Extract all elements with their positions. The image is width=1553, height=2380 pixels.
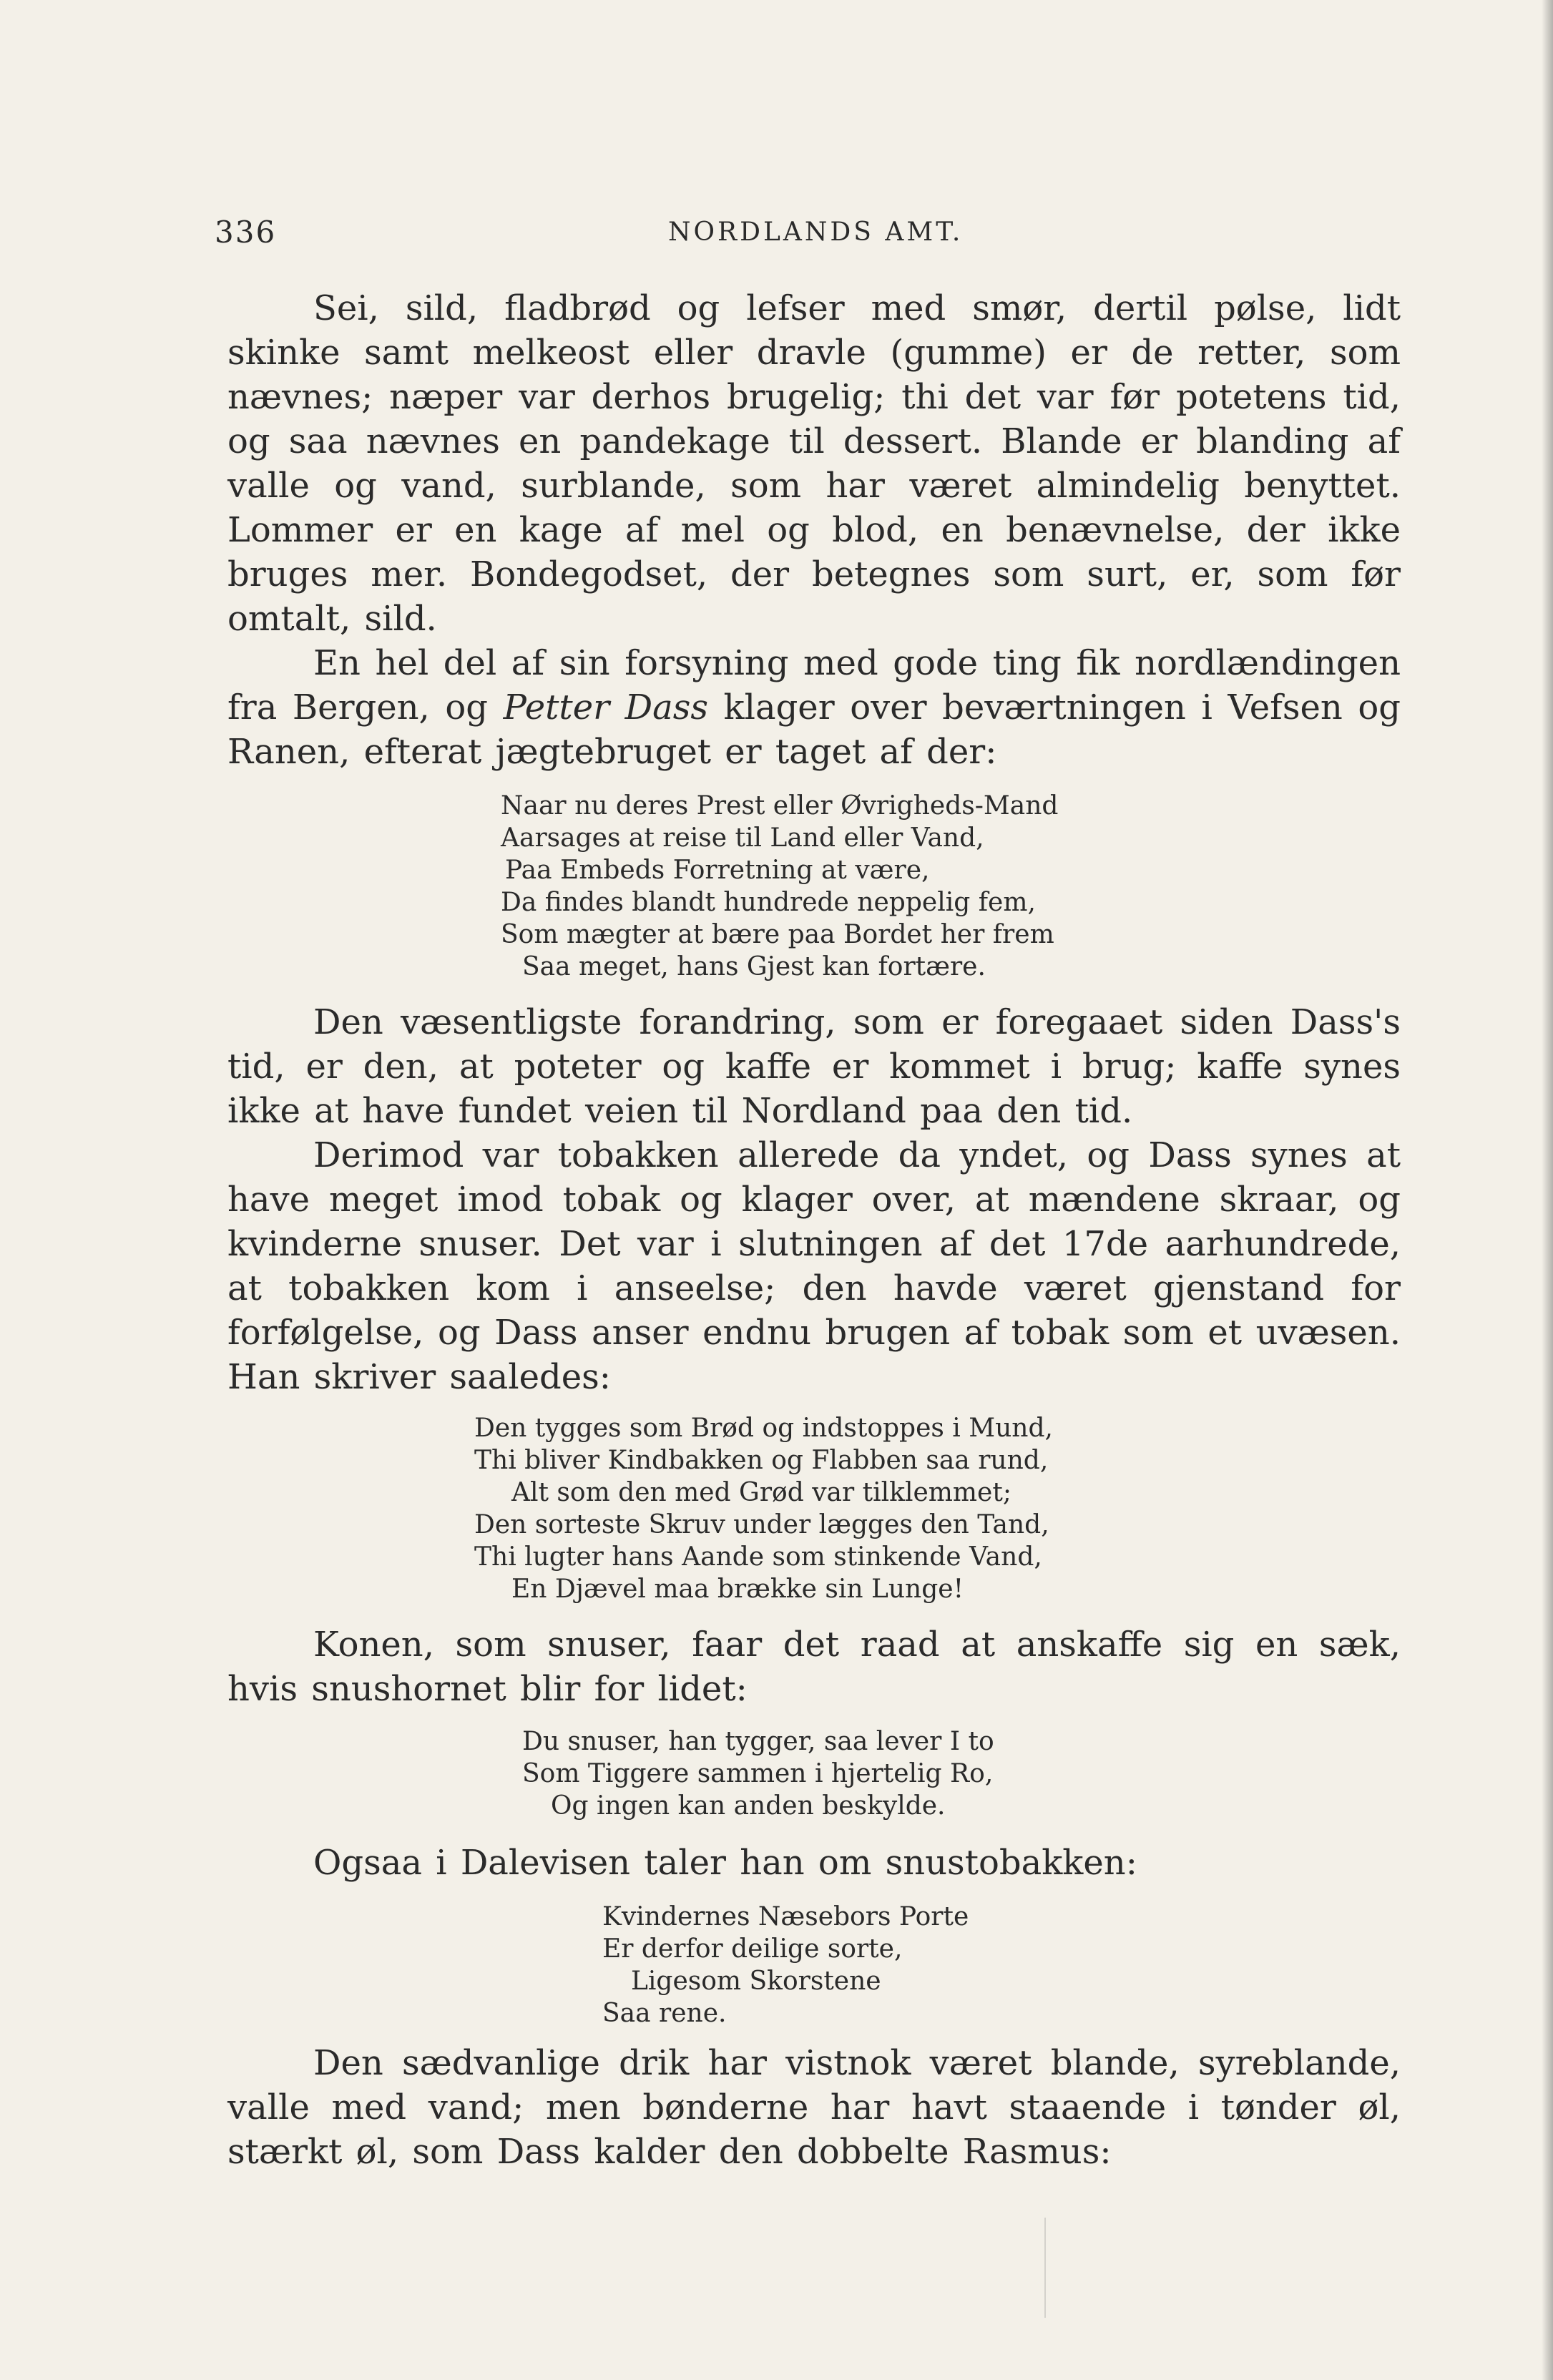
paragraph-snuff: Konen, som snuser, faar det raad at anskaffe sig en sæk, hvis snushornet blir for lidet: bbox=[227, 1625, 1401, 1709]
paragraph-dalevisen: Ogsaa i Dalevisen taler han om snustobakken: bbox=[313, 1843, 1137, 1883]
verse-line: Paa Embeds Forretning at være, bbox=[505, 856, 930, 885]
paragraph-change: Den væsentligste forandring, som er foregaaet siden Dass's tid, er den, at poteter og kaffe er kommet i brug; kaffe synes ikke at have fundet veien til Nordland paa den tid. bbox=[227, 1002, 1401, 1131]
verse-tobacco bbox=[474, 1412, 1401, 1605]
verse-line: Naar nu deres Prest eller Øvrigheds-Mand bbox=[501, 791, 1059, 821]
verse-snuff bbox=[522, 1725, 1401, 1822]
paragraph-tobacco: Derimod var tobakken allerede da yndet, og Dass synes at have meget imod tobak og klager over, at mændene skraar, og kvinderne snuser. Det var i slutningen af det 17de aarhundrede, at tobakken kom i anseelse; den havde været gjenstand for forfølgelse, og Dass anser endnu brugen af tobak som et uvæsen. Han skriver saaledes: bbox=[227, 1135, 1401, 1397]
author-name-italic: Petter Dass bbox=[503, 687, 708, 728]
verse-line: Aarsages at reise til Land eller Vand, bbox=[501, 823, 984, 853]
body-text bbox=[227, 286, 1401, 2174]
verse-line: Thi lugter hans Aande som stinkende Vand, bbox=[474, 1542, 1042, 1572]
verse-line: Den sorteste Skruv under lægges den Tand, bbox=[474, 1510, 1049, 1539]
paragraph-bergen-text-a: En hel del af sin forsyning med gode ting fik nordlændingen fra Bergen, og bbox=[227, 643, 1401, 728]
paragraph-bergen bbox=[227, 641, 1401, 774]
verse-line: Saa rene. bbox=[602, 1999, 727, 2028]
page-edge-shadow bbox=[1542, 0, 1553, 2380]
paragraph-food: Sei, sild, fladbrød og lefser med smør, dertil pølse, lidt skinke samt melkeost eller dravle (gumme) er de retter, som nævnes; næper var derhos brugelig; thi det var før potetens tid, og saa nævnes en pandekage til dessert. Blande er blanding af valle og vand, surblande, som har været almindelig benyttet. Lommer er en kage af mel og blod, en benævnelse, der ikke bruges mer. Bondegodset, der betegnes som surt, er, som før omtalt, sild. bbox=[227, 288, 1401, 639]
verse-line: Kvindernes Næsebors Porte bbox=[602, 1902, 969, 1931]
page-header bbox=[215, 215, 1402, 258]
verse-line: Er derfor deilige sorte, bbox=[602, 1934, 903, 1964]
verse-priest bbox=[501, 790, 1401, 983]
verse-line: Som Tiggere sammen i hjertelig Ro, bbox=[522, 1759, 994, 1788]
verse-line: Alt som den med Grød var tilklemmet; bbox=[511, 1478, 1011, 1507]
verse-line: Ligesom Skorstene bbox=[631, 1967, 881, 1996]
verse-line: Saa meget, hans Gjest kan fortære. bbox=[522, 952, 986, 981]
paragraph-drink: Den sædvanlige drik har vistnok været blande, syreblande, valle med vand; men bønderne har havt staaende i tønder øl, stærkt øl, som Dass kalder den dobbelte Rasmus: bbox=[227, 2043, 1401, 2172]
verse-line: Da findes blandt hundrede neppelig fem, bbox=[501, 888, 1036, 917]
verse-line: Den tygges som Brød og indstoppes i Mund, bbox=[474, 1414, 1053, 1443]
verse-dalevisen bbox=[602, 1901, 1401, 2029]
verse-line: Som mægter at bære paa Bordet her frem bbox=[501, 920, 1054, 949]
page-number: 336 bbox=[215, 215, 277, 250]
running-head: NORDLANDS AMT. bbox=[668, 217, 964, 247]
verse-line: Thi bliver Kindbakken og Flabben saa rund, bbox=[474, 1446, 1049, 1475]
verse-line: Og ingen kan anden beskylde. bbox=[551, 1791, 946, 1821]
verse-line: Du snuser, han tygger, saa lever I to bbox=[522, 1727, 994, 1756]
paragraph-bergen-text-b: klager over beværtningen i Vefsen og Ranen, efterat jægtebruget er taget af der: bbox=[227, 687, 1401, 772]
verse-line: En Djævel maa brække sin Lunge! bbox=[511, 1575, 964, 1604]
scan-artifact bbox=[1044, 2218, 1046, 2318]
